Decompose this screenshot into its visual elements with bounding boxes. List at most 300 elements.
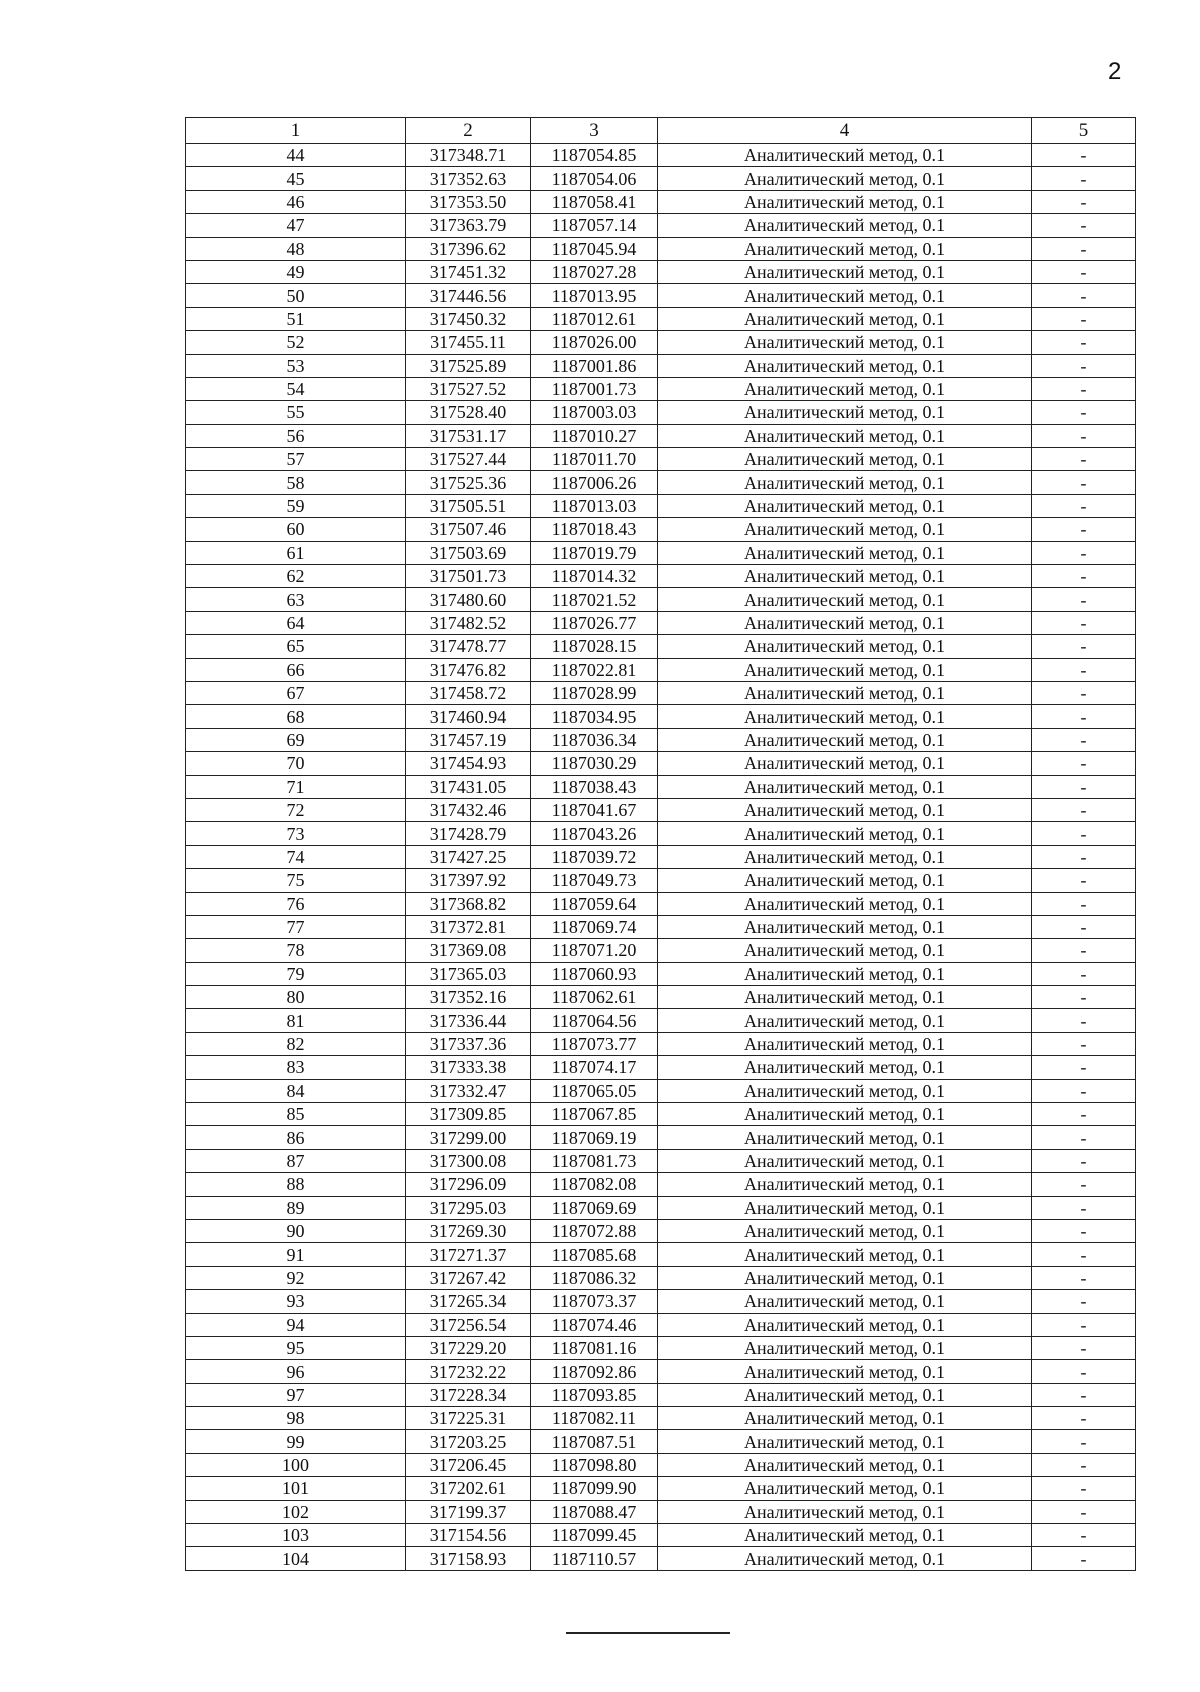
method-cell: Аналитический метод, 0.1 — [658, 869, 1032, 892]
table-row — [186, 401, 1136, 424]
description-cell: - — [1032, 1056, 1136, 1079]
y-coordinate-cell: 1187098.80 — [531, 1453, 658, 1476]
method-cell: Аналитический метод, 0.1 — [658, 1547, 1032, 1570]
table-row — [186, 167, 1136, 190]
method-cell: Аналитический метод, 0.1 — [658, 260, 1032, 283]
point-number-cell: 86 — [186, 1126, 406, 1149]
table-row — [186, 635, 1136, 658]
description-cell: - — [1032, 1243, 1136, 1266]
description-cell: - — [1032, 611, 1136, 634]
y-coordinate-cell: 1187073.37 — [531, 1290, 658, 1313]
x-coordinate-cell: 317202.61 — [406, 1477, 531, 1500]
x-coordinate-cell: 317337.36 — [406, 1032, 531, 1055]
point-number-cell: 75 — [186, 869, 406, 892]
table-row — [186, 284, 1136, 307]
table-row — [186, 658, 1136, 681]
method-cell: Аналитический метод, 0.1 — [658, 962, 1032, 985]
table-row — [186, 1173, 1136, 1196]
method-cell: Аналитический метод, 0.1 — [658, 565, 1032, 588]
table-row — [186, 588, 1136, 611]
x-coordinate-cell: 317352.16 — [406, 986, 531, 1009]
table-row — [186, 1149, 1136, 1172]
point-number-cell: 52 — [186, 331, 406, 354]
x-coordinate-cell: 317299.00 — [406, 1126, 531, 1149]
x-coordinate-cell: 317505.51 — [406, 494, 531, 517]
x-coordinate-cell: 317199.37 — [406, 1500, 531, 1523]
description-cell: - — [1032, 892, 1136, 915]
description-cell: - — [1032, 1079, 1136, 1102]
table-row — [186, 1383, 1136, 1406]
table-row — [186, 798, 1136, 821]
description-cell: - — [1032, 1313, 1136, 1336]
table-row — [186, 307, 1136, 330]
table-row — [186, 331, 1136, 354]
y-coordinate-cell: 1187039.72 — [531, 845, 658, 868]
y-coordinate-cell: 1187099.45 — [531, 1524, 658, 1547]
y-coordinate-cell: 1187087.51 — [531, 1430, 658, 1453]
x-coordinate-cell: 317353.50 — [406, 190, 531, 213]
x-coordinate-cell: 317336.44 — [406, 1009, 531, 1032]
y-coordinate-cell: 1187054.06 — [531, 167, 658, 190]
point-number-cell: 83 — [186, 1056, 406, 1079]
y-coordinate-cell: 1187072.88 — [531, 1219, 658, 1242]
point-number-cell: 97 — [186, 1383, 406, 1406]
method-cell: Аналитический метод, 0.1 — [658, 728, 1032, 751]
method-cell: Аналитический метод, 0.1 — [658, 1336, 1032, 1359]
method-cell: Аналитический метод, 0.1 — [658, 424, 1032, 447]
description-cell: - — [1032, 1430, 1136, 1453]
point-number-cell: 49 — [186, 260, 406, 283]
description-cell: - — [1032, 1219, 1136, 1242]
description-cell: - — [1032, 728, 1136, 751]
description-cell: - — [1032, 588, 1136, 611]
description-cell: - — [1032, 635, 1136, 658]
footer-divider — [566, 1632, 730, 1634]
point-number-cell: 104 — [186, 1547, 406, 1570]
method-cell: Аналитический метод, 0.1 — [658, 448, 1032, 471]
y-coordinate-cell: 1187062.61 — [531, 986, 658, 1009]
x-coordinate-cell: 317528.40 — [406, 401, 531, 424]
point-number-cell: 78 — [186, 939, 406, 962]
description-cell: - — [1032, 1126, 1136, 1149]
description-cell: - — [1032, 1407, 1136, 1430]
table-row — [186, 705, 1136, 728]
point-number-cell: 77 — [186, 915, 406, 938]
y-coordinate-cell: 1187018.43 — [531, 518, 658, 541]
description-cell: - — [1032, 144, 1136, 167]
table-row — [186, 1453, 1136, 1476]
x-coordinate-cell: 317454.93 — [406, 752, 531, 775]
method-cell: Аналитический метод, 0.1 — [658, 354, 1032, 377]
table-row — [186, 541, 1136, 564]
description-cell: - — [1032, 658, 1136, 681]
description-cell: - — [1032, 1477, 1136, 1500]
method-cell: Аналитический метод, 0.1 — [658, 1103, 1032, 1126]
y-coordinate-cell: 1187028.99 — [531, 681, 658, 704]
point-number-cell: 89 — [186, 1196, 406, 1219]
y-coordinate-cell: 1187001.73 — [531, 377, 658, 400]
table-row — [186, 986, 1136, 1009]
table-row — [186, 822, 1136, 845]
description-cell: - — [1032, 377, 1136, 400]
y-coordinate-cell: 1187011.70 — [531, 448, 658, 471]
y-coordinate-cell: 1187034.95 — [531, 705, 658, 728]
x-coordinate-cell: 317271.37 — [406, 1243, 531, 1266]
y-coordinate-cell: 1187036.34 — [531, 728, 658, 751]
description-cell: - — [1032, 986, 1136, 1009]
x-coordinate-cell: 317396.62 — [406, 237, 531, 260]
x-coordinate-cell: 317154.56 — [406, 1524, 531, 1547]
x-coordinate-cell: 317482.52 — [406, 611, 531, 634]
page-number: 2 — [1108, 58, 1122, 85]
method-cell: Аналитический метод, 0.1 — [658, 915, 1032, 938]
table-row — [186, 1079, 1136, 1102]
point-number-cell: 56 — [186, 424, 406, 447]
point-number-cell: 58 — [186, 471, 406, 494]
x-coordinate-cell: 317476.82 — [406, 658, 531, 681]
description-cell: - — [1032, 214, 1136, 237]
description-cell: - — [1032, 822, 1136, 845]
table-row — [186, 1009, 1136, 1032]
description-cell: - — [1032, 1266, 1136, 1289]
table-row — [186, 448, 1136, 471]
y-coordinate-cell: 1187060.93 — [531, 962, 658, 985]
point-number-cell: 60 — [186, 518, 406, 541]
point-number-cell: 48 — [186, 237, 406, 260]
method-cell: Аналитический метод, 0.1 — [658, 611, 1032, 634]
table-row — [186, 681, 1136, 704]
y-coordinate-cell: 1187045.94 — [531, 237, 658, 260]
description-cell: - — [1032, 494, 1136, 517]
point-number-cell: 80 — [186, 986, 406, 1009]
x-coordinate-cell: 317256.54 — [406, 1313, 531, 1336]
method-cell: Аналитический метод, 0.1 — [658, 1009, 1032, 1032]
point-number-cell: 69 — [186, 728, 406, 751]
x-coordinate-cell: 317455.11 — [406, 331, 531, 354]
y-coordinate-cell: 1187049.73 — [531, 869, 658, 892]
method-cell: Аналитический метод, 0.1 — [658, 1196, 1032, 1219]
x-coordinate-cell: 317158.93 — [406, 1547, 531, 1570]
method-cell: Аналитический метод, 0.1 — [658, 1173, 1032, 1196]
point-number-cell: 94 — [186, 1313, 406, 1336]
point-number-cell: 64 — [186, 611, 406, 634]
point-number-cell: 98 — [186, 1407, 406, 1430]
description-cell: - — [1032, 354, 1136, 377]
method-cell: Аналитический метод, 0.1 — [658, 1524, 1032, 1547]
y-coordinate-cell: 1187082.11 — [531, 1407, 658, 1430]
x-coordinate-cell: 317332.47 — [406, 1079, 531, 1102]
method-cell: Аналитический метод, 0.1 — [658, 752, 1032, 775]
method-cell: Аналитический метод, 0.1 — [658, 1453, 1032, 1476]
point-number-cell: 76 — [186, 892, 406, 915]
method-cell: Аналитический метод, 0.1 — [658, 518, 1032, 541]
method-cell: Аналитический метод, 0.1 — [658, 1266, 1032, 1289]
x-coordinate-cell: 317431.05 — [406, 775, 531, 798]
description-cell: - — [1032, 471, 1136, 494]
method-cell: Аналитический метод, 0.1 — [658, 635, 1032, 658]
method-cell: Аналитический метод, 0.1 — [658, 401, 1032, 424]
y-coordinate-cell: 1187019.79 — [531, 541, 658, 564]
method-cell: Аналитический метод, 0.1 — [658, 939, 1032, 962]
point-number-cell: 51 — [186, 307, 406, 330]
header-cell-x: 2 — [406, 118, 531, 144]
table-row — [186, 1336, 1136, 1359]
x-coordinate-cell: 317480.60 — [406, 588, 531, 611]
point-number-cell: 92 — [186, 1266, 406, 1289]
y-coordinate-cell: 1187067.85 — [531, 1103, 658, 1126]
table-row — [186, 962, 1136, 985]
table-row — [186, 869, 1136, 892]
point-number-cell: 90 — [186, 1219, 406, 1242]
description-cell: - — [1032, 541, 1136, 564]
table-row — [186, 728, 1136, 751]
y-coordinate-cell: 1187010.27 — [531, 424, 658, 447]
method-cell: Аналитический метод, 0.1 — [658, 471, 1032, 494]
point-number-cell: 82 — [186, 1032, 406, 1055]
y-coordinate-cell: 1187081.16 — [531, 1336, 658, 1359]
description-cell: - — [1032, 1524, 1136, 1547]
point-number-cell: 85 — [186, 1103, 406, 1126]
x-coordinate-cell: 317368.82 — [406, 892, 531, 915]
x-coordinate-cell: 317265.34 — [406, 1290, 531, 1313]
method-cell: Аналитический метод, 0.1 — [658, 307, 1032, 330]
coordinates-table-body — [186, 118, 1136, 1571]
point-number-cell: 95 — [186, 1336, 406, 1359]
header-cell-description: 5 — [1032, 118, 1136, 144]
y-coordinate-cell: 1187059.64 — [531, 892, 658, 915]
table-row — [186, 1430, 1136, 1453]
point-number-cell: 81 — [186, 1009, 406, 1032]
method-cell: Аналитический метод, 0.1 — [658, 167, 1032, 190]
point-number-cell: 53 — [186, 354, 406, 377]
x-coordinate-cell: 317527.44 — [406, 448, 531, 471]
x-coordinate-cell: 317232.22 — [406, 1360, 531, 1383]
point-number-cell: 70 — [186, 752, 406, 775]
y-coordinate-cell: 1187092.86 — [531, 1360, 658, 1383]
method-cell: Аналитический метод, 0.1 — [658, 331, 1032, 354]
table-row — [186, 494, 1136, 517]
method-cell: Аналитический метод, 0.1 — [658, 214, 1032, 237]
method-cell: Аналитический метод, 0.1 — [658, 798, 1032, 821]
x-coordinate-cell: 317397.92 — [406, 869, 531, 892]
x-coordinate-cell: 317451.32 — [406, 260, 531, 283]
description-cell: - — [1032, 845, 1136, 868]
point-number-cell: 87 — [186, 1149, 406, 1172]
point-number-cell: 91 — [186, 1243, 406, 1266]
point-number-cell: 67 — [186, 681, 406, 704]
y-coordinate-cell: 1187022.81 — [531, 658, 658, 681]
point-number-cell: 46 — [186, 190, 406, 213]
x-coordinate-cell: 317365.03 — [406, 962, 531, 985]
x-coordinate-cell: 317295.03 — [406, 1196, 531, 1219]
table-row — [186, 354, 1136, 377]
point-number-cell: 47 — [186, 214, 406, 237]
point-number-cell: 55 — [186, 401, 406, 424]
point-number-cell: 54 — [186, 377, 406, 400]
method-cell: Аналитический метод, 0.1 — [658, 1032, 1032, 1055]
y-coordinate-cell: 1187088.47 — [531, 1500, 658, 1523]
x-coordinate-cell: 317525.36 — [406, 471, 531, 494]
y-coordinate-cell: 1187086.32 — [531, 1266, 658, 1289]
y-coordinate-cell: 1187110.57 — [531, 1547, 658, 1570]
description-cell: - — [1032, 775, 1136, 798]
method-cell: Аналитический метод, 0.1 — [658, 1360, 1032, 1383]
method-cell: Аналитический метод, 0.1 — [658, 377, 1032, 400]
y-coordinate-cell: 1187093.85 — [531, 1383, 658, 1406]
y-coordinate-cell: 1187054.85 — [531, 144, 658, 167]
description-cell: - — [1032, 1173, 1136, 1196]
method-cell: Аналитический метод, 0.1 — [658, 1430, 1032, 1453]
method-cell: Аналитический метод, 0.1 — [658, 986, 1032, 1009]
header-cell-method: 4 — [658, 118, 1032, 144]
point-number-cell: 44 — [186, 144, 406, 167]
y-coordinate-cell: 1187069.69 — [531, 1196, 658, 1219]
method-cell: Аналитический метод, 0.1 — [658, 1477, 1032, 1500]
table-row — [186, 471, 1136, 494]
point-number-cell: 71 — [186, 775, 406, 798]
table-row — [186, 214, 1136, 237]
point-number-cell: 59 — [186, 494, 406, 517]
table-row — [186, 939, 1136, 962]
table-row — [186, 237, 1136, 260]
header-cell-y: 3 — [531, 118, 658, 144]
description-cell: - — [1032, 1383, 1136, 1406]
description-cell: - — [1032, 1149, 1136, 1172]
x-coordinate-cell: 317458.72 — [406, 681, 531, 704]
point-number-cell: 102 — [186, 1500, 406, 1523]
method-cell: Аналитический метод, 0.1 — [658, 822, 1032, 845]
method-cell: Аналитический метод, 0.1 — [658, 1149, 1032, 1172]
x-coordinate-cell: 317527.52 — [406, 377, 531, 400]
method-cell: Аналитический метод, 0.1 — [658, 1383, 1032, 1406]
y-coordinate-cell: 1187082.08 — [531, 1173, 658, 1196]
table-row — [186, 1547, 1136, 1570]
point-number-cell: 101 — [186, 1477, 406, 1500]
y-coordinate-cell: 1187038.43 — [531, 775, 658, 798]
y-coordinate-cell: 1187069.74 — [531, 915, 658, 938]
description-cell: - — [1032, 424, 1136, 447]
y-coordinate-cell: 1187026.77 — [531, 611, 658, 634]
point-number-cell: 45 — [186, 167, 406, 190]
description-cell: - — [1032, 167, 1136, 190]
x-coordinate-cell: 317348.71 — [406, 144, 531, 167]
description-cell: - — [1032, 1103, 1136, 1126]
y-coordinate-cell: 1187071.20 — [531, 939, 658, 962]
method-cell: Аналитический метод, 0.1 — [658, 845, 1032, 868]
table-row — [186, 1313, 1136, 1336]
y-coordinate-cell: 1187041.67 — [531, 798, 658, 821]
table-row — [186, 518, 1136, 541]
y-coordinate-cell: 1187064.56 — [531, 1009, 658, 1032]
x-coordinate-cell: 317428.79 — [406, 822, 531, 845]
y-coordinate-cell: 1187065.05 — [531, 1079, 658, 1102]
y-coordinate-cell: 1187014.32 — [531, 565, 658, 588]
description-cell: - — [1032, 869, 1136, 892]
description-cell: - — [1032, 401, 1136, 424]
x-coordinate-cell: 317309.85 — [406, 1103, 531, 1126]
x-coordinate-cell: 317229.20 — [406, 1336, 531, 1359]
table-row — [186, 1360, 1136, 1383]
y-coordinate-cell: 1187013.03 — [531, 494, 658, 517]
description-cell: - — [1032, 1196, 1136, 1219]
table-row — [186, 775, 1136, 798]
x-coordinate-cell: 317450.32 — [406, 307, 531, 330]
method-cell: Аналитический метод, 0.1 — [658, 237, 1032, 260]
table-row — [186, 260, 1136, 283]
x-coordinate-cell: 317432.46 — [406, 798, 531, 821]
method-cell: Аналитический метод, 0.1 — [658, 1407, 1032, 1430]
method-cell: Аналитический метод, 0.1 — [658, 775, 1032, 798]
description-cell: - — [1032, 1360, 1136, 1383]
table-row — [186, 915, 1136, 938]
table-row — [186, 144, 1136, 167]
point-number-cell: 96 — [186, 1360, 406, 1383]
point-number-cell: 74 — [186, 845, 406, 868]
method-cell: Аналитический метод, 0.1 — [658, 658, 1032, 681]
y-coordinate-cell: 1187099.90 — [531, 1477, 658, 1500]
description-cell: - — [1032, 1453, 1136, 1476]
y-coordinate-cell: 1187085.68 — [531, 1243, 658, 1266]
method-cell: Аналитический метод, 0.1 — [658, 1079, 1032, 1102]
x-coordinate-cell: 317206.45 — [406, 1453, 531, 1476]
y-coordinate-cell: 1187057.14 — [531, 214, 658, 237]
table-row — [186, 565, 1136, 588]
table-row — [186, 892, 1136, 915]
table-row — [186, 1290, 1136, 1313]
x-coordinate-cell: 317507.46 — [406, 518, 531, 541]
point-number-cell: 72 — [186, 798, 406, 821]
y-coordinate-cell: 1187074.46 — [531, 1313, 658, 1336]
description-cell: - — [1032, 962, 1136, 985]
y-coordinate-cell: 1187074.17 — [531, 1056, 658, 1079]
x-coordinate-cell: 317296.09 — [406, 1173, 531, 1196]
coordinates-table — [185, 117, 1136, 1571]
table-row — [186, 377, 1136, 400]
x-coordinate-cell: 317352.63 — [406, 167, 531, 190]
point-number-cell: 100 — [186, 1453, 406, 1476]
y-coordinate-cell: 1187021.52 — [531, 588, 658, 611]
point-number-cell: 93 — [186, 1290, 406, 1313]
y-coordinate-cell: 1187003.03 — [531, 401, 658, 424]
y-coordinate-cell: 1187012.61 — [531, 307, 658, 330]
y-coordinate-cell: 1187027.28 — [531, 260, 658, 283]
table-row — [186, 611, 1136, 634]
table-row — [186, 424, 1136, 447]
point-number-cell: 68 — [186, 705, 406, 728]
method-cell: Аналитический метод, 0.1 — [658, 1219, 1032, 1242]
point-number-cell: 88 — [186, 1173, 406, 1196]
x-coordinate-cell: 317363.79 — [406, 214, 531, 237]
table-row — [186, 1266, 1136, 1289]
y-coordinate-cell: 1187006.26 — [531, 471, 658, 494]
x-coordinate-cell: 317333.38 — [406, 1056, 531, 1079]
x-coordinate-cell: 317501.73 — [406, 565, 531, 588]
method-cell: Аналитический метод, 0.1 — [658, 705, 1032, 728]
y-coordinate-cell: 1187058.41 — [531, 190, 658, 213]
x-coordinate-cell: 317267.42 — [406, 1266, 531, 1289]
table-row — [186, 1032, 1136, 1055]
method-cell: Аналитический метод, 0.1 — [658, 1313, 1032, 1336]
method-cell: Аналитический метод, 0.1 — [658, 541, 1032, 564]
description-cell: - — [1032, 1009, 1136, 1032]
method-cell: Аналитический метод, 0.1 — [658, 1056, 1032, 1079]
y-coordinate-cell: 1187013.95 — [531, 284, 658, 307]
table-row — [186, 1524, 1136, 1547]
description-cell: - — [1032, 284, 1136, 307]
description-cell: - — [1032, 915, 1136, 938]
method-cell: Аналитический метод, 0.1 — [658, 892, 1032, 915]
table-row — [186, 752, 1136, 775]
